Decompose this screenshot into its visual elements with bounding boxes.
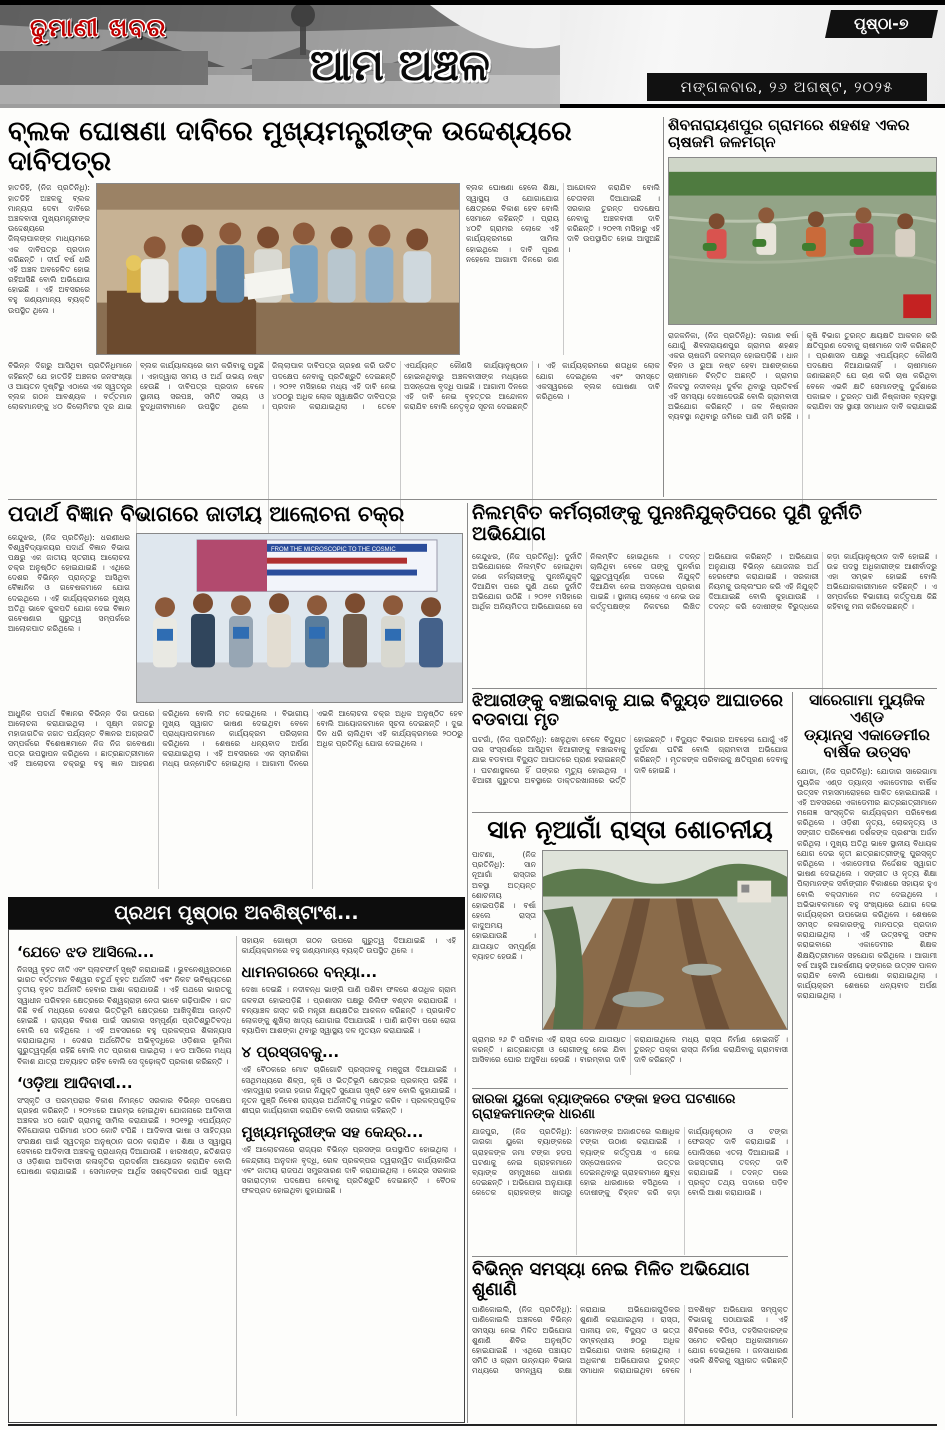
photo-flooded-fields bbox=[668, 157, 937, 325]
article-saregama bbox=[797, 692, 937, 1418]
remainder-text: ଦେଖା ଦେଇଛି । ନଦୀବନ୍ଧ ଭାଙ୍ଗି ପାଣି ପଶିବା ଫଳରେ ଶତାଧିକ ଗ୍ରାମ ଜଳବନ୍ଦୀ ହୋଇପଡ଼ିଛି । ପ୍ରଶାସନ ପକ୍ଷରୁ ରିଲିଫ ବଣ୍ଟନ କରାଯାଉଛି । ବନ୍ୟାଞ୍ଚଳ ଗସ୍ତ କରି ମନ୍ତ୍ରୀ କ୍ଷୟକ୍ଷତିର ଆକଳନ କରିଛନ୍ତି । ପ୍ରଭାବିତ ଲୋକଙ୍କୁ ଶୁଖିଲା ଖାଦ୍ୟ ଯୋଗାଇ ଦିଆଯାଉଛି । ପାଣି ଛାଡ଼ିବା ପରେ ରୋଗ ବ୍ୟାପିବା ଆଶଙ୍କା ଥିବାରୁ ସ୍ୱାସ୍ଥ୍ୟ ଦଳ ମୁତୟନ କରାଯାଇଛି । bbox=[241, 985, 456, 1036]
article-text: କେନ୍ଦୁଝର, (ନିଜ ପ୍ରତିନିଧି): ଧରଣୀଧର ବିଶ୍ୱବିଦ୍ୟାଳୟର ପଦାର୍ଥ ବିଜ୍ଞାନ ବିଭାଗ ପକ୍ଷରୁ ଏକ ଜାତୀୟ ସ୍ତରୀୟ ଆଲୋଚନା ଚକ୍ର ଅନୁଷ୍ଠିତ ହୋଇଯାଇଛି । ଏଥିରେ ଦେଶର ବିଭିନ୍ନ ପ୍ରାନ୍ତରୁ ଆସିଥିବା ବୈଜ୍ଞାନିକ ଓ ଗବେଷକମାନେ ଯୋଗ ଦେଇଥିଲେ । ଏହି କାର୍ଯ୍ୟକ୍ରମରେ ମୁଖ୍ୟ ଅତିଥି ଭାବେ କୁଳପତି ଯୋଗ ଦେଇ ବିଜ୍ଞାନ ଗବେଷଣାର ଗୁରୁତ୍ୱ ସମ୍ପର୍କରେ ଆଲୋକପାତ କରିଥିଲେ । bbox=[8, 532, 130, 634]
date-bar: ମଙ୍ଗଳବାର, ୨୬ ଅଗଷ୍ଟ, ୨୦୨୫ bbox=[647, 73, 927, 101]
article-text: ପାଟଣା, (ନିଜ ପ୍ରତିନିଧି): ସାନ ନୂଆଗାଁ ରାସ୍ତାର ଅବସ୍ଥା ଅତ୍ୟନ୍ତ ଶୋଚନୀୟ ହୋଇପଡ଼ିଛି । ବର୍ଷା ହେଲେ ରାସ୍ତା କାଦୁଅମୟ ହୋଇଯାଉଛି । ଯାତାୟାତ ସମ୍ପୂର୍ଣ୍ଣ ବ୍ୟାହତ ହେଉଛି । bbox=[472, 850, 536, 961]
headline: ସାରେଗାମା ମ୍ୟୁଜିକ ଏଣ୍ଡ ଡ୍ୟାନ୍ସ ଏକାଡେମୀର ବାର୍ଷିକ ଉତ୍ସବ bbox=[804, 691, 930, 762]
page-number-badge: ପୃଷ୍ଠା-୭ bbox=[825, 10, 937, 38]
remainder-subhead: ୪ ପ୍ରସ୍ତାବକୁ... bbox=[241, 1043, 340, 1062]
article-text: ଯାଜପୁର, (ନିଜ ପ୍ରତିନିଧି): ଜାରକା ୟୁକୋ ବ୍ୟାଙ୍କରେ ଗ୍ରାହକଙ୍କ ଜମା ଟଙ୍କା ହଡପ ଘଟଣାକୁ ନେଇ ଗ୍ରାହକମାନେ ବ୍ୟାଙ୍କ ସମ୍ମୁଖରେ ଧାରଣା ଦେଇଛନ୍ତି । ଅଭିଯୋଗ ଅନୁଯାୟୀ କେତେକ ଗ୍ରାହକଙ୍କ ଖାତାରୁ ସେମାନଙ୍କ ଅଜାଣତରେ ଲକ୍ଷାଧିକ ଟଙ୍କା ଉଠାଣ କରାଯାଇଛି । ବ୍ୟାଙ୍କ କର୍ତ୍ତୃପକ୍ଷ ଏ ନେଇ ସନ୍ତୋଷଜନକ ଉତ୍ତର ଦେଇନଥିବାରୁ ଗ୍ରାହକମାନେ କ୍ଷୁବ୍ଧ ହୋଇ ଧାରଣାରେ ବସିଥିଲେ । ଦୋଷୀଙ୍କୁ ଚିହ୍ନଟ କରି କଡ଼ା କାର୍ଯ୍ୟାନୁଷ୍ଠାନ ଓ ଟଙ୍କା ଫେରସ୍ତ ଦାବି କରାଯାଇଛି । ପୋଲିସରେ ଏତଲା ଦିଆଯାଇଛି । ଉଚ୍ଚସ୍ତରୀୟ ତଦନ୍ତ ଦାବି କରାଯାଇଛି । ତଦନ୍ତ ପରେ ପ୍ରକୃତ ତଥ୍ୟ ପଦାରେ ପଡ଼ିବ ବୋଲି ଆଶା କରାଯାଉଛି । bbox=[472, 1127, 788, 1198]
photo-memorandum bbox=[96, 183, 460, 355]
article-text: ଆଧୁନିକ ପଦାର୍ଥ ବିଜ୍ଞାନର ବିଭିନ୍ନ ଦିଗ ଉପରେ ଆଲୋଚନା କରାଯାଇଥିଲା । ସୂକ୍ଷ୍ମ ଜଗତରୁ ମହାଜାଗତିକ ଜଗତ ପର୍ଯ୍ୟନ୍ତ ବିଜ୍ଞାନର ଅଗ୍ରଗତି ସମ୍ପର୍କରେ ବିଶେଷଜ୍ଞମାନେ ନିଜ ନିଜ ଗବେଷଣା ପତ୍ର ଉପସ୍ଥାପନ କରିଥିଲେ । ଛାତ୍ରଛାତ୍ରୀମାନେ ଏହି ଆଲୋଚନା ଚକ୍ରରୁ ବହୁ ଜ୍ଞାନ ଆହରଣ କରିଥିଲେ ବୋଲି ମତ ଦେଇଥିଲେ । ବିଭାଗୀୟ ମୁଖ୍ୟ ସ୍ୱାଗତ ଭାଷଣ ଦେଇଥିବା ବେଳେ ପ୍ରାଧ୍ୟାପକମାନେ କାର୍ଯ୍ୟକ୍ରମ ପରିଚାଳନା କରିଥିଲେ । ଶେଷରେ ଧନ୍ୟବାଦ ଅର୍ପଣ କରାଯାଇଥିଲା । ଏହି ଅବସରରେ ଏକ ସ୍ମରଣିକା ମଧ୍ୟ ଉନ୍ମୋଚିତ ହୋଇଥିଲା । ଆଗାମୀ ଦିନରେ ଏଭଳି ଆଲୋଚନା ଚକ୍ର ଅଧିକ ଅନୁଷ୍ଠିତ ହେବ ବୋଲି ଆୟୋଜକମାନେ ସୂଚନା ଦେଇଛନ୍ତି । ଦୁଇ ଦିନ ଧରି ଚାଲିଥିବା ଏହି କାର୍ଯ୍ୟକ୍ରମରେ ୨୦୦ରୁ ଅଧିକ ପ୍ରତିନିଧି ଯୋଗ ଦେଇଥିଲେ । bbox=[8, 708, 463, 769]
article-text: ଯୋଡା, (ନିଜ ପ୍ରତିନିଧି): ଯୋଡାର ସାରେଗାମା ମ୍ୟୁଜିକ ଏଣ୍ଡ ଡ୍ୟାନ୍ସ ଏକାଡେମୀର ବାର୍ଷିକ ଉତ୍ସବ ମହାସମାରୋହରେ ପାଳିତ ହୋଇଯାଇଛି । ଏହି ଅବସରରେ ଏକାଡେମୀର ଛାତ୍ରଛାତ୍ରୀମାନେ ମନୋଜ୍ଞ ସାଂସ୍କୃତିକ କାର୍ଯ୍ୟକ୍ରମ ପରିବେଷଣ କରିଥିଲେ । ଓଡ଼ିଶୀ ନୃତ୍ୟ, ଲୋକନୃତ୍ୟ ଓ ସଙ୍ଗୀତ ପରିବେଷଣ ଦର୍ଶକଙ୍କ ପ୍ରଶଂସା ଅର୍ଜନ କରିଥିଲା । ମୁଖ୍ୟ ଅତିଥି ଭାବେ ସ୍ଥାନୀୟ ବିଧାୟକ ଯୋଗ ଦେଇ କୃତୀ ଛାତ୍ରଛାତ୍ରୀଙ୍କୁ ପୁରସ୍କୃତ କରିଥିଲେ । ଏକାଡେମୀର ନିର୍ଦ୍ଦେଶକ ସ୍ୱାଗତ ଭାଷଣ ଦେଇଥିଲେ । ସଙ୍ଗୀତ ଓ ନୃତ୍ୟ ଶିକ୍ଷା ପିଲାମାନଙ୍କ ସର୍ବାଙ୍ଗୀନ ବିକାଶରେ ସହାୟକ ହୁଏ ବୋଲି ବକ୍ତାମାନେ ମତ ଦେଇଥିଲେ । ଅଭିଭାବକମାନେ ବହୁ ସଂଖ୍ୟାରେ ଯୋଗ ଦେଇ କାର୍ଯ୍ୟକ୍ରମ ଉପଭୋଗ କରିଥିଲେ । ଶେଷରେ ସମସ୍ତ କଳାକାରଙ୍କୁ ମାନପତ୍ର ପ୍ରଦାନ କରାଯାଇଥିଲା । ଏହି ଉତ୍ସବକୁ ସଫଳ କରାଇବାରେ ଏକାଡେମୀର ଶିକ୍ଷକ ଶିକ୍ଷୟିତ୍ରୀମାନେ ସହଯୋଗ କରିଥିଲେ । ଆଗାମୀ ବର୍ଷ ଆହୁରି ଆକର୍ଷଣୀୟ ଢଙ୍ଗରେ ଉତ୍ସବ ପାଳନ କରାଯିବ ବୋଲି ଘୋଷଣା କରାଯାଇଥିଲା । କାର୍ଯ୍ୟକ୍ରମ ଶେଷରେ ଧନ୍ୟବାଦ ଅର୍ପଣ କରାଯାଇଥିଲା । bbox=[797, 767, 937, 1001]
remainder-section-header: ପ୍ରଥମ ପୃଷ୍ଠାର ଅବଶିଷ୍ଟାଂଶ... bbox=[8, 897, 465, 929]
article-bank bbox=[472, 1092, 788, 1252]
section-title: ଆମ ଅଞ୍ଚଳ bbox=[310, 41, 490, 91]
headline: ସାନ ନୂଆଗାଁ ରାସ୍ତା ଶୋଚନୀୟ bbox=[487, 815, 773, 844]
remainder-subhead: ଧାମନଗରରେ ବନ୍ୟା... bbox=[241, 963, 378, 982]
headline: ଶିବନାରାୟଣପୁର ଗ୍ରାମରେ ଶହଶହ ଏକର ଚାଷଜମି ଜଳମଗ୍ନ bbox=[668, 116, 910, 152]
remainder-section bbox=[8, 929, 465, 1423]
headline: ବ୍ଲକ ଘୋଷଣା ଦାବିରେ ମୁଖ୍ୟମନ୍ତ୍ରୀଙ୍କ ଉଦ୍ଦେଶ୍ୟରେ ଦାବିପତ୍ର bbox=[8, 116, 572, 178]
remainder-text: ସଂସ୍କୃତି ଓ ପରମ୍ପରାର ବିକାଶ ନିମନ୍ତେ ସରକାର ବିଭିନ୍ନ ପଦକ୍ଷେପ ଗ୍ରହଣ କରିଛନ୍ତି । ୨୦୨୪ରେ ଆରମ୍ଭ ହୋଇଥିବା ଯୋଜନାରେ ଆଦିବାସୀ ଅଞ୍ଚଳର ୪୦ ଗୋଟି ଗ୍ରାମକୁ ସାମିଲ କରାଯାଇଛି । ୨୦୧୨ରୁ ଏପର୍ଯ୍ୟନ୍ତ ବିନିଯୋଗର ପରିମାଣ ୪୦୦ କୋଟି ଟପିଛି । ଆଦିବାସୀ ଭାଷା ଓ ସାହିତ୍ୟର ସଂରକ୍ଷଣ ପାଇଁ ସ୍ୱତନ୍ତ୍ର ଅନୁଷ୍ଠାନ ଗଠନ କରାଯିବ । ଶିକ୍ଷା ଓ ସ୍ୱାସ୍ଥ୍ୟ ସେବାରେ ଆଦିବାସୀ ଅଞ୍ଚଳକୁ ପ୍ରାଧାନ୍ୟ ଦିଆଯାଉଛି । ଝାରଖଣ୍ଡ, ଛତିଶଗଡ଼ ଓ ଓଡ଼ିଶାର ଆଦିବାସୀ କଳାକୃତିର ପ୍ରଦର୍ଶନୀ ଆୟୋଜନ କରାଯିବ ବୋଲି ଘୋଷଣା କରାଯାଇଛି । ସେମାନଙ୍କ ଆର୍ଥିକ ସଶକ୍ତିକରଣ ପାଇଁ ସ୍ୱୟଂ ସହାୟକ ଗୋଷ୍ଠୀ ଗଠନ ଉପରେ ଗୁରୁତ୍ୱ ଦିଆଯାଇଛି । ଏହି କାର୍ଯ୍ୟକ୍ରମରେ ବହୁ ଗଣ୍ୟମାନ୍ୟ ବ୍ୟକ୍ତି ଉପସ୍ଥିତ ଥିଲେ । bbox=[17, 936, 456, 1177]
headline: ପଦାର୍ଥ ବିଜ୍ଞାନ ବିଭାଗରେ ଜାତୀୟ ଆଲୋଚନା ଚକ୍ର bbox=[8, 502, 405, 526]
article-road bbox=[472, 816, 788, 1084]
article-seminar bbox=[8, 503, 463, 893]
photo-seminar-group bbox=[136, 533, 463, 703]
remainder-text: ନିଜସ୍ୱ ବୃହତ ନୀତି ଏବଂ ପ୍ଲାଟଫର୍ମ ସୃଷ୍ଟି କରାଯାଇଛି । ଭୁବନେଶ୍ୱରଠାରେ ଭାରତ ବର୍ତ୍ତମାନ ବିଶ୍ୱର ଚତୁର୍ଥ ବୃହତ ଅର୍ଥନୀତି ଏବଂ ନିକଟ ଭବିଷ୍ୟତରେ ତୃତୀୟ ବୃହତ ଅର୍ଥନୀତି ହେବାର ଆଶା କରାଯାଉଛି । ଏହି ପଥରେ ଭାରତକୁ ସ୍ୱାଧୀନ ପରିବହନ କ୍ଷେତ୍ରରେ ବିଶ୍ୱଗ୍ରାହୀ ନେତା ଭାବେ ଗଢ଼ିପାରିବ । ଗତ କିଛି ବର୍ଷ ମଧ୍ୟରେ ଦେଶର ଭିତ୍ତିଭୂମି କ୍ଷେତ୍ରରେ ଆଖିଦୃଶିଆ ଉନ୍ନତି ହୋଇଛି । ରାଜ୍ୟର ବିକାଶ ପାଇଁ ସରକାର ସମ୍ପୂର୍ଣ୍ଣ ପ୍ରତିଶ୍ରୁତିବଦ୍ଧ ବୋଲି ସେ କହିଥିଲେ । ଏହି ଅବସରରେ ବହୁ ପ୍ରକଳ୍ପର ଶିଳାନ୍ୟାସ କରାଯାଇଥିଲା । ଦେଶର ଅର୍ଥନୈତିକ ଅଭିବୃଦ୍ଧିରେ ଓଡ଼ିଶାର ଭୂମିକା ଗୁରୁତ୍ୱପୂର୍ଣ୍ଣ ରହିଛି ବୋଲି ମତ ପ୍ରକାଶ ପାଇଥିଲା । ଝଡ ଆସିଲେ ମଧ୍ୟ ବିକାଶ ଯାତ୍ରା ଅବ୍ୟାହତ ରହିବ ବୋଲି ସେ ଦୃଢ଼ୋକ୍ତି ପ୍ରକାଶ କରିଛନ୍ତି । bbox=[17, 965, 232, 1066]
remainder-subhead: ମୁଖ୍ୟମନ୍ତ୍ରୀଙ୍କ ସହ କେନ୍ଦ୍ର... bbox=[241, 1123, 424, 1142]
article-text: ବିଭିନ୍ନ ଦିଗରୁ ଆସିଥିବା ପ୍ରତିନିଧିମାନେ କହିଛନ୍ତି ଯେ ହାତଡିହି ଅଞ୍ଚଳର ଜନସଂଖ୍ୟା ଓ ଆୟତନ ଦୃଷ୍ଟିରୁ ଏଠାରେ ଏକ ସ୍ୱତନ୍ତ୍ର ବ୍ଲକ ଗଠନ ଆବଶ୍ୟକ । ବର୍ତ୍ତମାନ ଲୋକମାନଙ୍କୁ ୪୦ କିଲୋମିଟର ଦୂର ଯାଇ ବ୍ଲକ କାର୍ଯ୍ୟାଳୟରେ କାମ କରିବାକୁ ପଡୁଛି । ଏହାଦ୍ୱାରା ସମୟ ଓ ଅର୍ଥ ଉଭୟ ନଷ୍ଟ ହେଉଛି । ଦାବିପତ୍ର ପ୍ରଦାନ ବେଳେ ସ୍ଥାନୀୟ ସରପଞ୍ଚ, ସମିତି ସଭ୍ୟ ଓ ବୁଦ୍ଧିଜୀବୀମାନେ ଉପସ୍ଥିତ ଥିଲେ । ଜିଲ୍ଲାପାଳ ଦାବିପତ୍ର ଗ୍ରହଣ କରି ଉଚିତ ପଦକ୍ଷେପ ନେବାକୁ ପ୍ରତିଶ୍ରୁତି ଦେଇଛନ୍ତି । ୨୦୨୧ ମସିହାରେ ମଧ୍ୟ ଏହି ଦାବି ନେଇ ୪୦୦ରୁ ଅଧିକ ଲୋକ ସ୍ୱାକ୍ଷରିତ ଦାବିପତ୍ର ପ୍ରଦାନ କରାଯାଇଥିଲା । ତେବେ ଏପର୍ଯ୍ୟନ୍ତ କୌଣସି କାର୍ଯ୍ୟାନୁଷ୍ଠାନ ହୋଇନଥିବାରୁ ଅଞ୍ଚଳବାସୀଙ୍କ ମଧ୍ୟରେ ଅସନ୍ତୋଷ ବୃଦ୍ଧି ପାଇଛି । ଆଗାମୀ ଦିନରେ ଏହି ଦାବି ନେଇ ବୃହତ୍ତର ଆନ୍ଦୋଳନ କରାଯିବ ବୋଲି ନେତୃବୃନ୍ଦ ସୂଚନା ଦେଇଛନ୍ତି । ଏହି କାର୍ଯ୍ୟକ୍ରମରେ ଶତାଧିକ ଲୋକ ଯୋଗ ଦେଇଥିଲେ ଏବଂ ସମସ୍ତେ ଏକସ୍ୱରରେ ବ୍ଲକ ଘୋଷଣା ଦାବି କରିଥିଲେ । bbox=[8, 361, 660, 412]
article-electrocution bbox=[472, 692, 788, 810]
headline: ନିଲମ୍ବିତ କର୍ମଚାରୀଙ୍କୁ ପୁନଃନିଯୁକ୍ତିପରେ ପୁଣି ଦୁର୍ନୀତି ଅଭିଯୋଗ bbox=[472, 502, 862, 546]
article-text: ବ୍ଲକ ଘୋଷଣା ହେଲେ ଶିକ୍ଷା, ସ୍ୱାସ୍ଥ୍ୟ ଓ ଯୋଗାଯୋଗ କ୍ଷେତ୍ରରେ ବିକାଶ ହେବ ବୋଲି ସେମାନେ କହିଛନ୍ତି । ପ୍ରାୟ ୪୦ଟି ଗ୍ରାମର ଲୋକେ ଏହି କାର୍ଯ୍ୟକ୍ରମରେ ସାମିଲ ହୋଇଥିଲେ । ଦାବି ପୂରଣ ନହେଲେ ଆଗାମୀ ଦିନରେ ଗଣ ଆନ୍ଦୋଳନ କରାଯିବ ବୋଲି ଚେତାବନୀ ଦିଆଯାଇଛି । ସରକାର ତୁରନ୍ତ ପଦକ୍ଷେପ ନେବାକୁ ଅଞ୍ଚଳବାସୀ ଦାବି କରିଛନ୍ତି । ୨୦୧୩ ମସିହାରୁ ଏହି ଦାବି ଉପସ୍ଥାପିତ ହୋଇ ଆସୁଅଛି । bbox=[466, 183, 660, 264]
article-text: ପାଣିକୋଇଲି, (ନିଜ ପ୍ରତିନିଧି): ପାଣିକୋଇଲି ଅଞ୍ଚଳରେ ବିଭିନ୍ନ ସମସ୍ୟା ନେଇ ମିଳିତ ଅଭିଯୋଗ ଶୁଣାଣି ଶିବିର ଅନୁଷ୍ଠିତ ହୋଇଯାଇଛି । ଏଥିରେ ପଞ୍ଚାୟତ ସମିତି ଓ ଗ୍ରାମ ଉନ୍ନୟନ ବିଭାଗ ମଧ୍ୟରେ ସମନ୍ୱୟ ରକ୍ଷା କରାଯାଇ ଅଭିଯୋଗଗୁଡ଼ିକର ଶୁଣାଣି କରାଯାଇଥିଲା । ରାସ୍ତା, ପାନୀୟ ଜଳ, ବିଦ୍ୟୁତ ଓ ଭତ୍ତା ସମ୍ବନ୍ଧୀୟ ୭୦ରୁ ଅଧିକ ଅଭିଯୋଗ ଦାଖଲ ହୋଇଥିଲା । ଅଧିକାଂଶ ଅଭିଯୋଗର ତୁରନ୍ତ ସମାଧାନ କରାଯାଇଥିବା ବେଳେ ଅବଶିଷ୍ଟ ଅଭିଯୋଗ ସମ୍ପୃକ୍ତ ବିଭାଗକୁ ପଠାଯାଇଛି । ଏହି ଶିବିରରେ ବିଡିଓ, ତହସିଲଦାରଙ୍କ ସମେତ ବରିଷ୍ଠ ଅଧିକାରୀମାନେ ଯୋଗ ଦେଇଥିଲେ । ଜନସାଧାରଣ ଏଭଳି ଶିବିରକୁ ସ୍ୱାଗତ କରିଛନ୍ତି । bbox=[472, 1305, 788, 1376]
article-reappointment bbox=[472, 503, 937, 685]
masthead bbox=[0, 0, 945, 108]
headline: ଜାରକା ୟୁକୋ ବ୍ୟାଙ୍କରେ ଟଙ୍କା ହଡପ ଘଟଣାରେ ଗ୍ରାହକମାନଙ୍କ ଧାରଣା bbox=[472, 1091, 736, 1123]
remainder-text: ଏହି ଆଲୋଚନାରେ ରାଜ୍ୟର ବିଭିନ୍ନ ପ୍ରସଙ୍ଗ ଉପସ୍ଥାପିତ ହୋଇଥିଲା । କେନ୍ଦ୍ରୀୟ ଅନୁଦାନ ବୃଦ୍ଧି, ରେଳ ପ୍ରକଳ୍ପର ତ୍ୱରାନ୍ୱିତ କାର୍ଯ୍ୟକାରିତା ଏବଂ ଜାତୀୟ ରାଜପଥ ସମ୍ପ୍ରସାରଣ ଦାବି କରାଯାଇଥିଲା । କେନ୍ଦ୍ର ସରକାର ସକାରାତ୍ମକ ପଦକ୍ଷେପ ନେବାକୁ ପ୍ରତିଶ୍ରୁତି ଦେଇଛନ୍ତି । ବୈଠକ ଫଳପ୍ରଦ ହୋଇଥିବା କୁହାଯାଇଛି । bbox=[241, 1145, 456, 1196]
article-block-demand bbox=[8, 117, 660, 497]
article-text: ଗ୍ରାମର ୨୬ ଟି ପରିବାର ଏହି ରାସ୍ତା ଦେଇ ଯାତାୟାତ କରନ୍ତି । ଛାତ୍ରଛାତ୍ରୀ ଓ ରୋଗୀଙ୍କୁ ନେଇ ଯିବା ଆସିବାରେ ଘୋର ଅସୁବିଧା ହେଉଛି । ବାରମ୍ବାର ଦାବି କରାଯାଇଥିଲେ ମଧ୍ୟ ରାସ୍ତା ନିର୍ମାଣ ହୋଇନାହିଁ । ତୁରନ୍ତ ପକ୍କା ରାସ୍ତା ନିର୍ମାଣ କରାଯିବାକୁ ଗ୍ରାମବାସୀ ଦାବି କରିଛନ୍ତି । bbox=[472, 1035, 788, 1065]
remainder-subhead: ‘ଯେତେ ଝଡ ଆସିଲେ... bbox=[17, 943, 155, 961]
bottom-rule bbox=[8, 1424, 937, 1426]
headline: ଝିଆରୀଙ୍କୁ ବଞ୍ଚାଇବାକୁ ଯାଇ ବିଦ୍ୟୁତ ଆଘାତରେ ବଡବାପା ମୃତ bbox=[472, 691, 784, 731]
article-grievance bbox=[472, 1260, 788, 1418]
photo-muddy-road bbox=[542, 850, 788, 1030]
article-text: ହାତଡିହି, (ନିଜ ପ୍ରତିନିଧି): ହାତଡିହି ଅଞ୍ଚଳକୁ ବ୍ଲକ ମାନ୍ୟତା ଦେବା ଦାବିରେ ଅଞ୍ଚଳବାସୀ ମୁଖ୍ୟମନ୍ତ୍ରୀଙ୍କ ଉଦ୍ଦେଶ୍ୟରେ ଜିଲ୍ଲାପାଳଙ୍କ ମାଧ୍ୟମରେ ଏକ ଦାବିପତ୍ର ପ୍ରଦାନ କରିଛନ୍ତି । ଦୀର୍ଘ ବର୍ଷ ଧରି ଏହି ଅଞ୍ଚଳ ଅବହେଳିତ ହୋଇ ରହିଆସିଛି ବୋଲି ଅଭିଯୋଗ ହୋଇଛି । ଏହି ଅବସରରେ ବହୁ ଗଣ୍ୟମାନ୍ୟ ବ୍ୟକ୍ତି ଉପସ୍ଥିତ ଥିଲେ । bbox=[8, 183, 90, 315]
article-text: ରାଜକନିକା, (ନିଜ ପ୍ରତିନିଧି): ଲଗାଣ ବର୍ଷା ଯୋଗୁଁ ଶିବନାରାୟଣପୁର ଗ୍ରାମର ଶହଶହ ଏକର ଚାଷଜମି ଜଳମଗ୍ନ ହୋଇପଡ଼ିଛି । ଧାନ ବିହନ ଓ ରୁଆ ନଷ୍ଟ ହେବା ଆଶଙ୍କାରେ ଚାଷୀମାନେ ଚିନ୍ତିତ ଅଛନ୍ତି । ଗ୍ରାମର ନିକଟସ୍ଥ ନଦୀବନ୍ଧ ଦୁର୍ବଳ ଥିବାରୁ ପ୍ରତିବର୍ଷ ଏହି ସମସ୍ୟା ଦେଖାଦେଉଛି ବୋଲି ଗ୍ରାମବାସୀ ଅଭିଯୋଗ କରିଛନ୍ତି । ଜଳ ନିଷ୍କାସନ ବ୍ୟବସ୍ଥା ନଥିବାରୁ ଜମିରେ ପାଣି ଜମି ରହିଛି । କୃଷି ବିଭାଗ ତୁରନ୍ତ କ୍ଷୟକ୍ଷତି ଆକଳନ କରି କ୍ଷତିପୂରଣ ଦେବାକୁ ଚାଷୀମାନେ ଦାବି କରିଛନ୍ତି । ପ୍ରଶାସନ ପକ୍ଷରୁ ଏପର୍ଯ୍ୟନ୍ତ କୌଣସି ପଦକ୍ଷେପ ନିଆଯାଇନାହିଁ । ଚାଷୀମାନେ ଜଣାଇଛନ୍ତି ଯେ ଋଣ କରି ଚାଷ କରିଥିବା ବେଳେ ଏଭଳି କ୍ଷତି ସେମାନଙ୍କୁ ଦୁର୍ଦ୍ଦଶାରେ ପକାଇବ । ତୁରନ୍ତ ପାଣି ନିଷ୍କାସନ ବ୍ୟବସ୍ଥା କରାଯିବା ସହ ସ୍ଥାୟୀ ସମାଧାନ ଦାବି କରାଯାଇଛି । bbox=[668, 330, 937, 422]
article-text: କେନ୍ଦୁଝର, (ନିଜ ପ୍ରତିନିଧି): ଦୁର୍ନୀତି ଅଭିଯୋଗରେ ନିଲମ୍ବିତ ହୋଇଥିବା ଜଣେ କର୍ମଚାରୀଙ୍କୁ ପୁନଃନିଯୁକ୍ତି ଦିଆଯିବା ପରେ ପୁଣି ଥରେ ଦୁର୍ନୀତି ଅଭିଯୋଗ ଉଠିଛି । ୨୦୨୧ ମସିହାରେ ଆର୍ଥିକ ଅନିୟମିତତା ଅଭିଯୋଗରେ ସେ ନିଲମ୍ବିତ ହୋଇଥିଲେ । ତଦନ୍ତ ଚାଲିଥିବା ବେଳେ ତାଙ୍କୁ ପୁନର୍ବାର ଗୁରୁତ୍ୱପୂର୍ଣ୍ଣ ପଦରେ ନିଯୁକ୍ତି ଦିଆଯିବା ନେଇ ଅସନ୍ତୋଷ ପ୍ରକାଶ ପାଇଛି । ସ୍ଥାନୀୟ ଲୋକେ ଏ ନେଇ ଉଚ୍ଚ କର୍ତ୍ତୃପକ୍ଷଙ୍କ ନିକଟରେ ଲିଖିତ ଅଭିଯୋଗ କରିଛନ୍ତି । ଅଭିଯୋଗ ଅନୁଯାୟୀ ବିଭିନ୍ନ ଯୋଜନାର ଅର୍ଥ ହେରଫେର କରାଯାଇଛି । ସରକାରୀ ନିୟମକୁ ଉଲ୍ଲଂଘନ କରି ଏହି ନିଯୁକ୍ତି ଦିଆଯାଇଛି ବୋଲି କୁହାଯାଉଛି । ତଦନ୍ତ କରି ଦୋଷୀଙ୍କ ବିରୁଦ୍ଧରେ କଡ଼ା କାର୍ଯ୍ୟାନୁଷ୍ଠାନ ଦାବି ହୋଇଛି । ଉଚ୍ଚ ପଦସ୍ଥ ଅଧିକାରୀଙ୍କ ଆଶୀର୍ବାଦରୁ ଏହା ସମ୍ଭବ ହୋଇଛି ବୋଲି ଅଭିଯୋଗକାରୀମାନେ କହିଛନ୍ତି । ଏ ସମ୍ପର୍କରେ ବିଭାଗୀୟ କର୍ତ୍ତୃପକ୍ଷ କିଛି କହିବାକୁ ମନା କରିଦେଇଛନ୍ତି । bbox=[472, 551, 937, 612]
remainder-text: ଏହି ବୈଠକରେ ମୋଟ ଚାରିଗୋଟି ପ୍ରସ୍ତାବକୁ ମଞ୍ଜୁରୀ ଦିଆଯାଇଛି । ସେଥିମଧ୍ୟରେ ଶିଳ୍ପ, କୃଷି ଓ ଭିତ୍ତିଭୂମି କ୍ଷେତ୍ରର ପ୍ରକଳ୍ପ ରହିଛି । ଏହାଦ୍ୱାରା ହଜାର ହଜାର ନିଯୁକ୍ତି ସୁଯୋଗ ସୃଷ୍ଟି ହେବ ବୋଲି କୁହାଯାଇଛି । ନୂତନ ପୁଞ୍ଜି ନିବେଶ ରାଜ୍ୟର ଅର୍ଥନୀତିକୁ ମଜଭୁତ କରିବ । ପ୍ରକଳ୍ପଗୁଡ଼ିକ ଶୀଘ୍ର କାର୍ଯ୍ୟକାରୀ କରାଯିବ ବୋଲି ସରକାର କହିଛନ୍ତି । bbox=[241, 1065, 456, 1116]
headline: ବିଭିନ୍ନ ସମସ୍ୟା ନେଇ ମିଳିତ ଅଭିଯୋଗ ଶୁଣାଣି bbox=[472, 1259, 750, 1301]
svg-text:FROM THE MICROSCOPIC TO THE CO: FROM THE MICROSCOPIC TO THE COSMIC bbox=[271, 546, 396, 553]
article-flood bbox=[668, 117, 937, 497]
article-text: ଘଟଗାଁ, (ନିଜ ପ୍ରତିନିଧି): ଖେଳୁଥିବା ବେଳେ ବିଦ୍ୟୁତ ତାର ସଂସ୍ପର୍ଶରେ ଆସିଥିବା ଝିଆରୀଙ୍କୁ ବଞ୍ଚାଇବାକୁ ଯାଇ ବଡବାପା ବିଦ୍ୟୁତ ଆଘାତରେ ପ୍ରାଣ ହରାଇଛନ୍ତି । ଘଟଣାସ୍ଥଳରେ ହିଁ ତାଙ୍କର ମୃତ୍ୟୁ ହୋଇଥିଲା । ଝିଆରୀ ଗୁରୁତର ଅବସ୍ଥାରେ ଡାକ୍ତରଖାନାରେ ଭର୍ତ୍ତି ହୋଇଛନ୍ତି । ବିଦ୍ୟୁତ ବିଭାଗର ଅବହେଳା ଯୋଗୁଁ ଏହି ଦୁର୍ଘଟଣା ଘଟିଛି ବୋଲି ଗ୍ରାମବାସୀ ଅଭିଯୋଗ କରିଛନ୍ତି । ମୃତକଙ୍କ ପରିବାରକୁ କ୍ଷତିପୂରଣ ଦେବାକୁ ଦାବି ହୋଇଛି । bbox=[472, 735, 788, 785]
newspaper-nameplate: ଢୁମାଣୀ ଖବର bbox=[30, 13, 167, 42]
remainder-subhead: ‘ଓଡ଼ିଆ ଆଦିବାସୀ... bbox=[17, 1073, 133, 1092]
